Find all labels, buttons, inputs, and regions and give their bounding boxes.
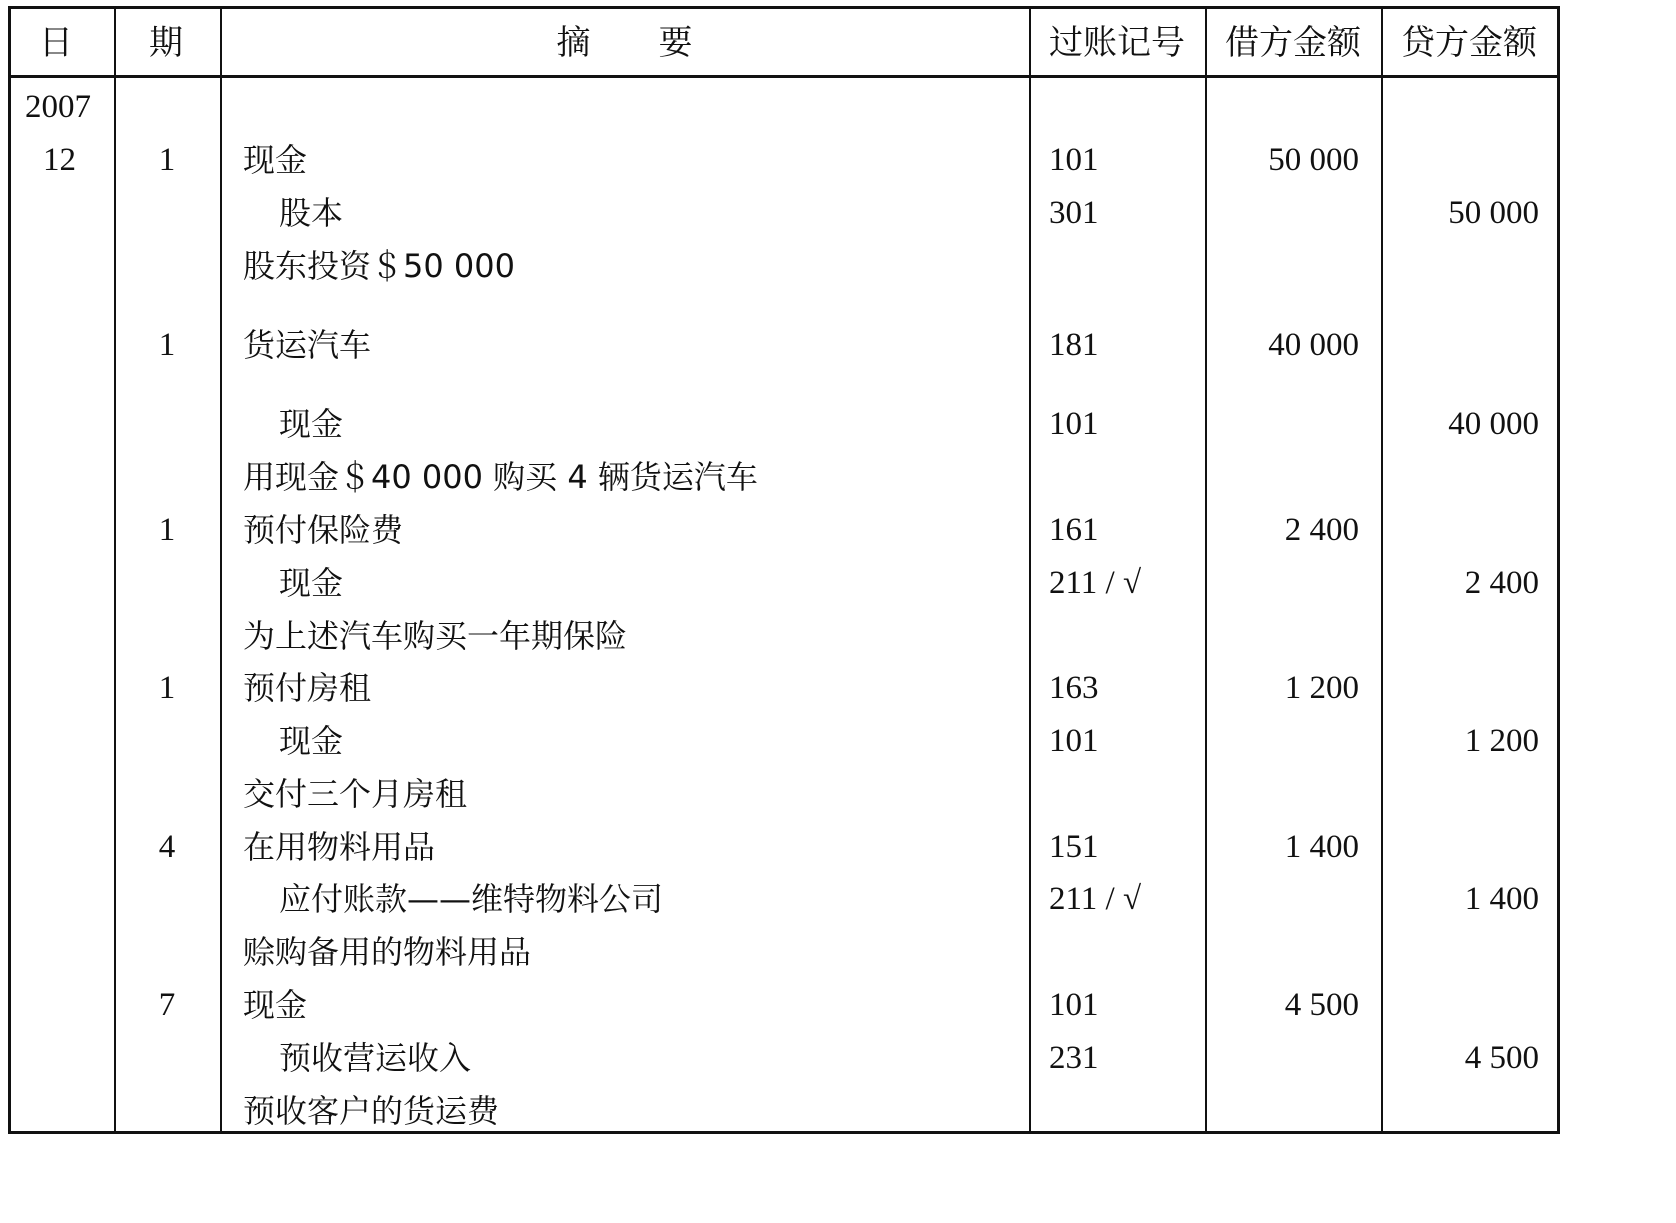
credit-amount: 4 500 [1464,1040,1539,1076]
debit-amount: 2 400 [1284,512,1359,548]
header-debit: 借方金额 [1225,23,1361,63]
debit-amount: 1 200 [1284,670,1359,706]
posting-reference: 181 [1049,327,1099,363]
credit-account-name: 现金 [279,564,344,602]
general-journal-table [8,6,1560,1134]
header-credit: 贷方金额 [1401,23,1537,63]
col-rule-ref [1029,9,1031,1131]
header-date-month: 日 [39,23,73,63]
entry-day: 7 [158,987,176,1023]
debit-account-name: 现金 [243,141,308,179]
posting-reference: 163 [1049,670,1099,706]
debit-amount: 50 000 [1268,142,1359,178]
posting-reference: 301 [1049,195,1099,231]
entry-month: 12 [43,142,76,178]
entry-year: 2007 [25,89,91,125]
debit-amount: 1 400 [1284,829,1359,865]
debit-account-name: 在用物料用品 [243,828,436,866]
credit-account-name: 现金 [279,722,344,760]
header-post-ref: 过账记号 [1049,23,1185,63]
posting-reference: 161 [1049,512,1099,548]
col-rule-desc [220,9,222,1131]
credit-amount: 1 400 [1464,881,1539,917]
debit-amount: 40 000 [1268,327,1359,363]
posting-reference: 211 / √ [1049,565,1142,601]
credit-account-name: 预收营运收入 [279,1039,472,1077]
entry-day: 1 [158,512,176,548]
entry-explanation: 为上述汽车购买一年期保险 [243,617,628,655]
posting-reference: 101 [1049,723,1099,759]
entry-explanation: 交付三个月房租 [243,775,468,813]
debit-account-name: 现金 [243,986,308,1024]
credit-account-name: 应付账款——维特物料公司 [279,880,664,918]
credit-amount: 50 000 [1448,195,1539,231]
credit-amount: 40 000 [1448,406,1539,442]
debit-amount: 4 500 [1284,987,1359,1023]
posting-reference: 101 [1049,406,1099,442]
entry-explanation: 股东投资＄50 000 [243,247,515,285]
entry-day: 1 [158,327,176,363]
credit-amount: 2 400 [1464,565,1539,601]
entry-explanation: 预收客户的货运费 [243,1092,500,1130]
header-rule [11,75,1557,78]
posting-reference: 101 [1049,142,1099,178]
posting-reference: 101 [1049,987,1099,1023]
posting-reference: 211 / √ [1049,881,1142,917]
entry-explanation: 用现金＄40 000 购买 4 辆货运汽车 [243,458,758,496]
header-date-day: 期 [149,23,183,63]
entry-day: 4 [158,829,176,865]
entry-day: 1 [158,142,176,178]
posting-reference: 231 [1049,1040,1099,1076]
credit-amount: 1 200 [1464,723,1539,759]
entry-day: 1 [158,670,176,706]
header-description: 摘 要 [556,23,693,63]
credit-account-name: 股本 [279,194,344,232]
debit-account-name: 预付保险费 [243,511,404,549]
credit-account-name: 现金 [279,405,344,443]
posting-reference: 151 [1049,829,1099,865]
entry-explanation: 赊购备用的物料用品 [243,933,532,971]
debit-account-name: 货运汽车 [243,326,372,364]
debit-account-name: 预付房租 [243,669,372,707]
